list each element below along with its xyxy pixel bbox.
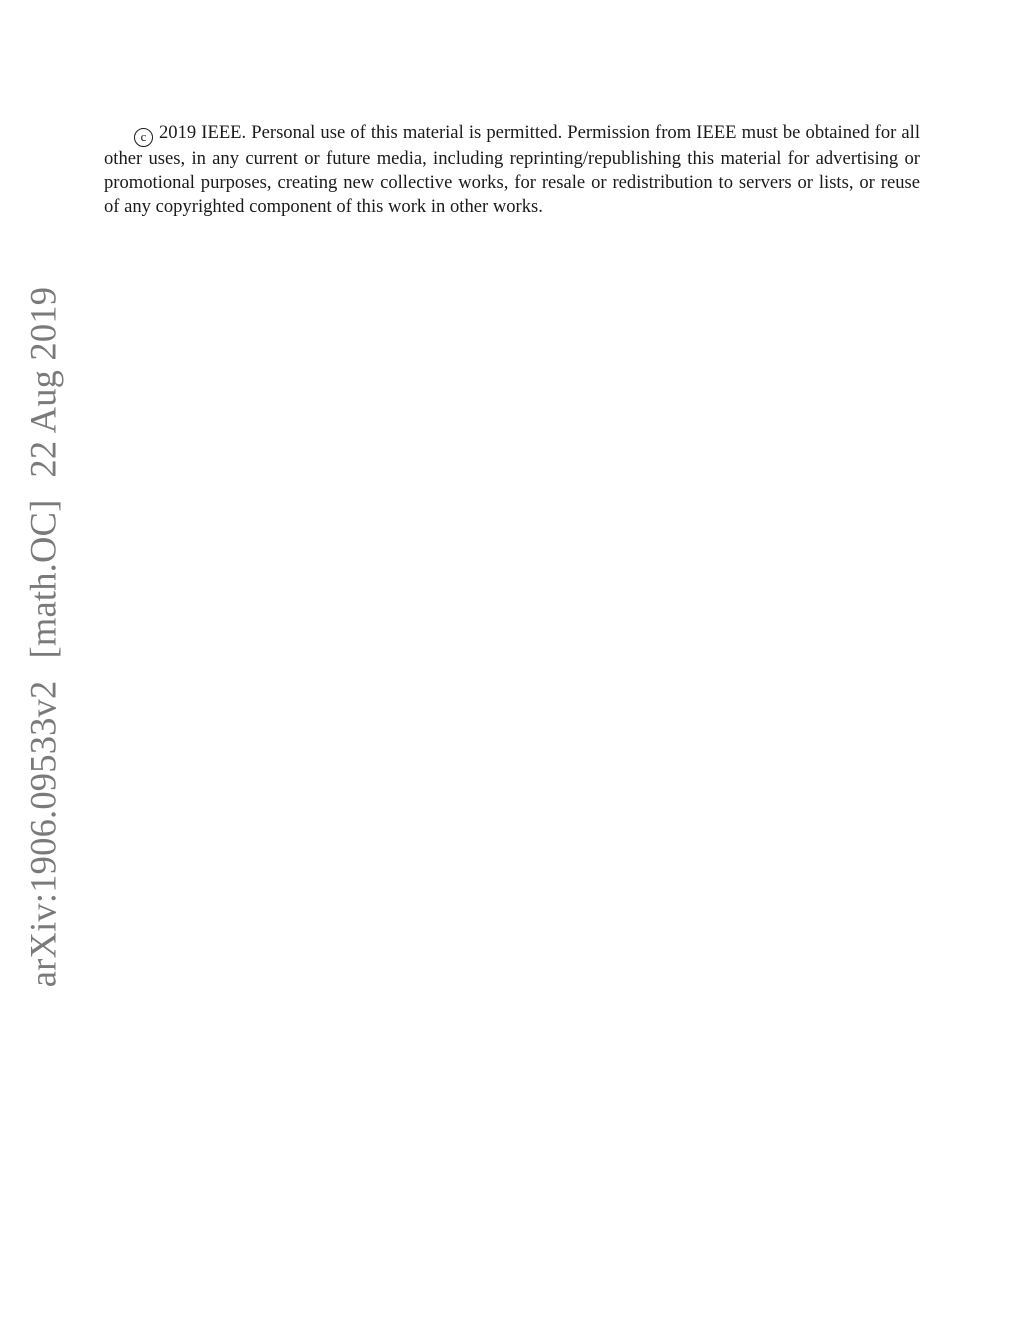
copyright-icon: c [134,128,153,147]
arxiv-category: [math.OC] [22,499,64,659]
copyright-notice [104,121,920,220]
copyright-notice-text: 2019 IEEE. Personal use of this material is permitted. Permission from IEEE must be obtained for all other uses, in any current or future media, including reprinting/republishing this material for advertising or promotional purposes, creating new collective works, for resale or redistribution to servers or lists, or reuse of any copyrighted component of this work in other works. [104,122,920,218]
arxiv-id: arXiv:1906.09533v2 [22,680,64,988]
arxiv-stamp [22,287,65,987]
arxiv-date: 22 Aug 2019 [22,286,64,478]
